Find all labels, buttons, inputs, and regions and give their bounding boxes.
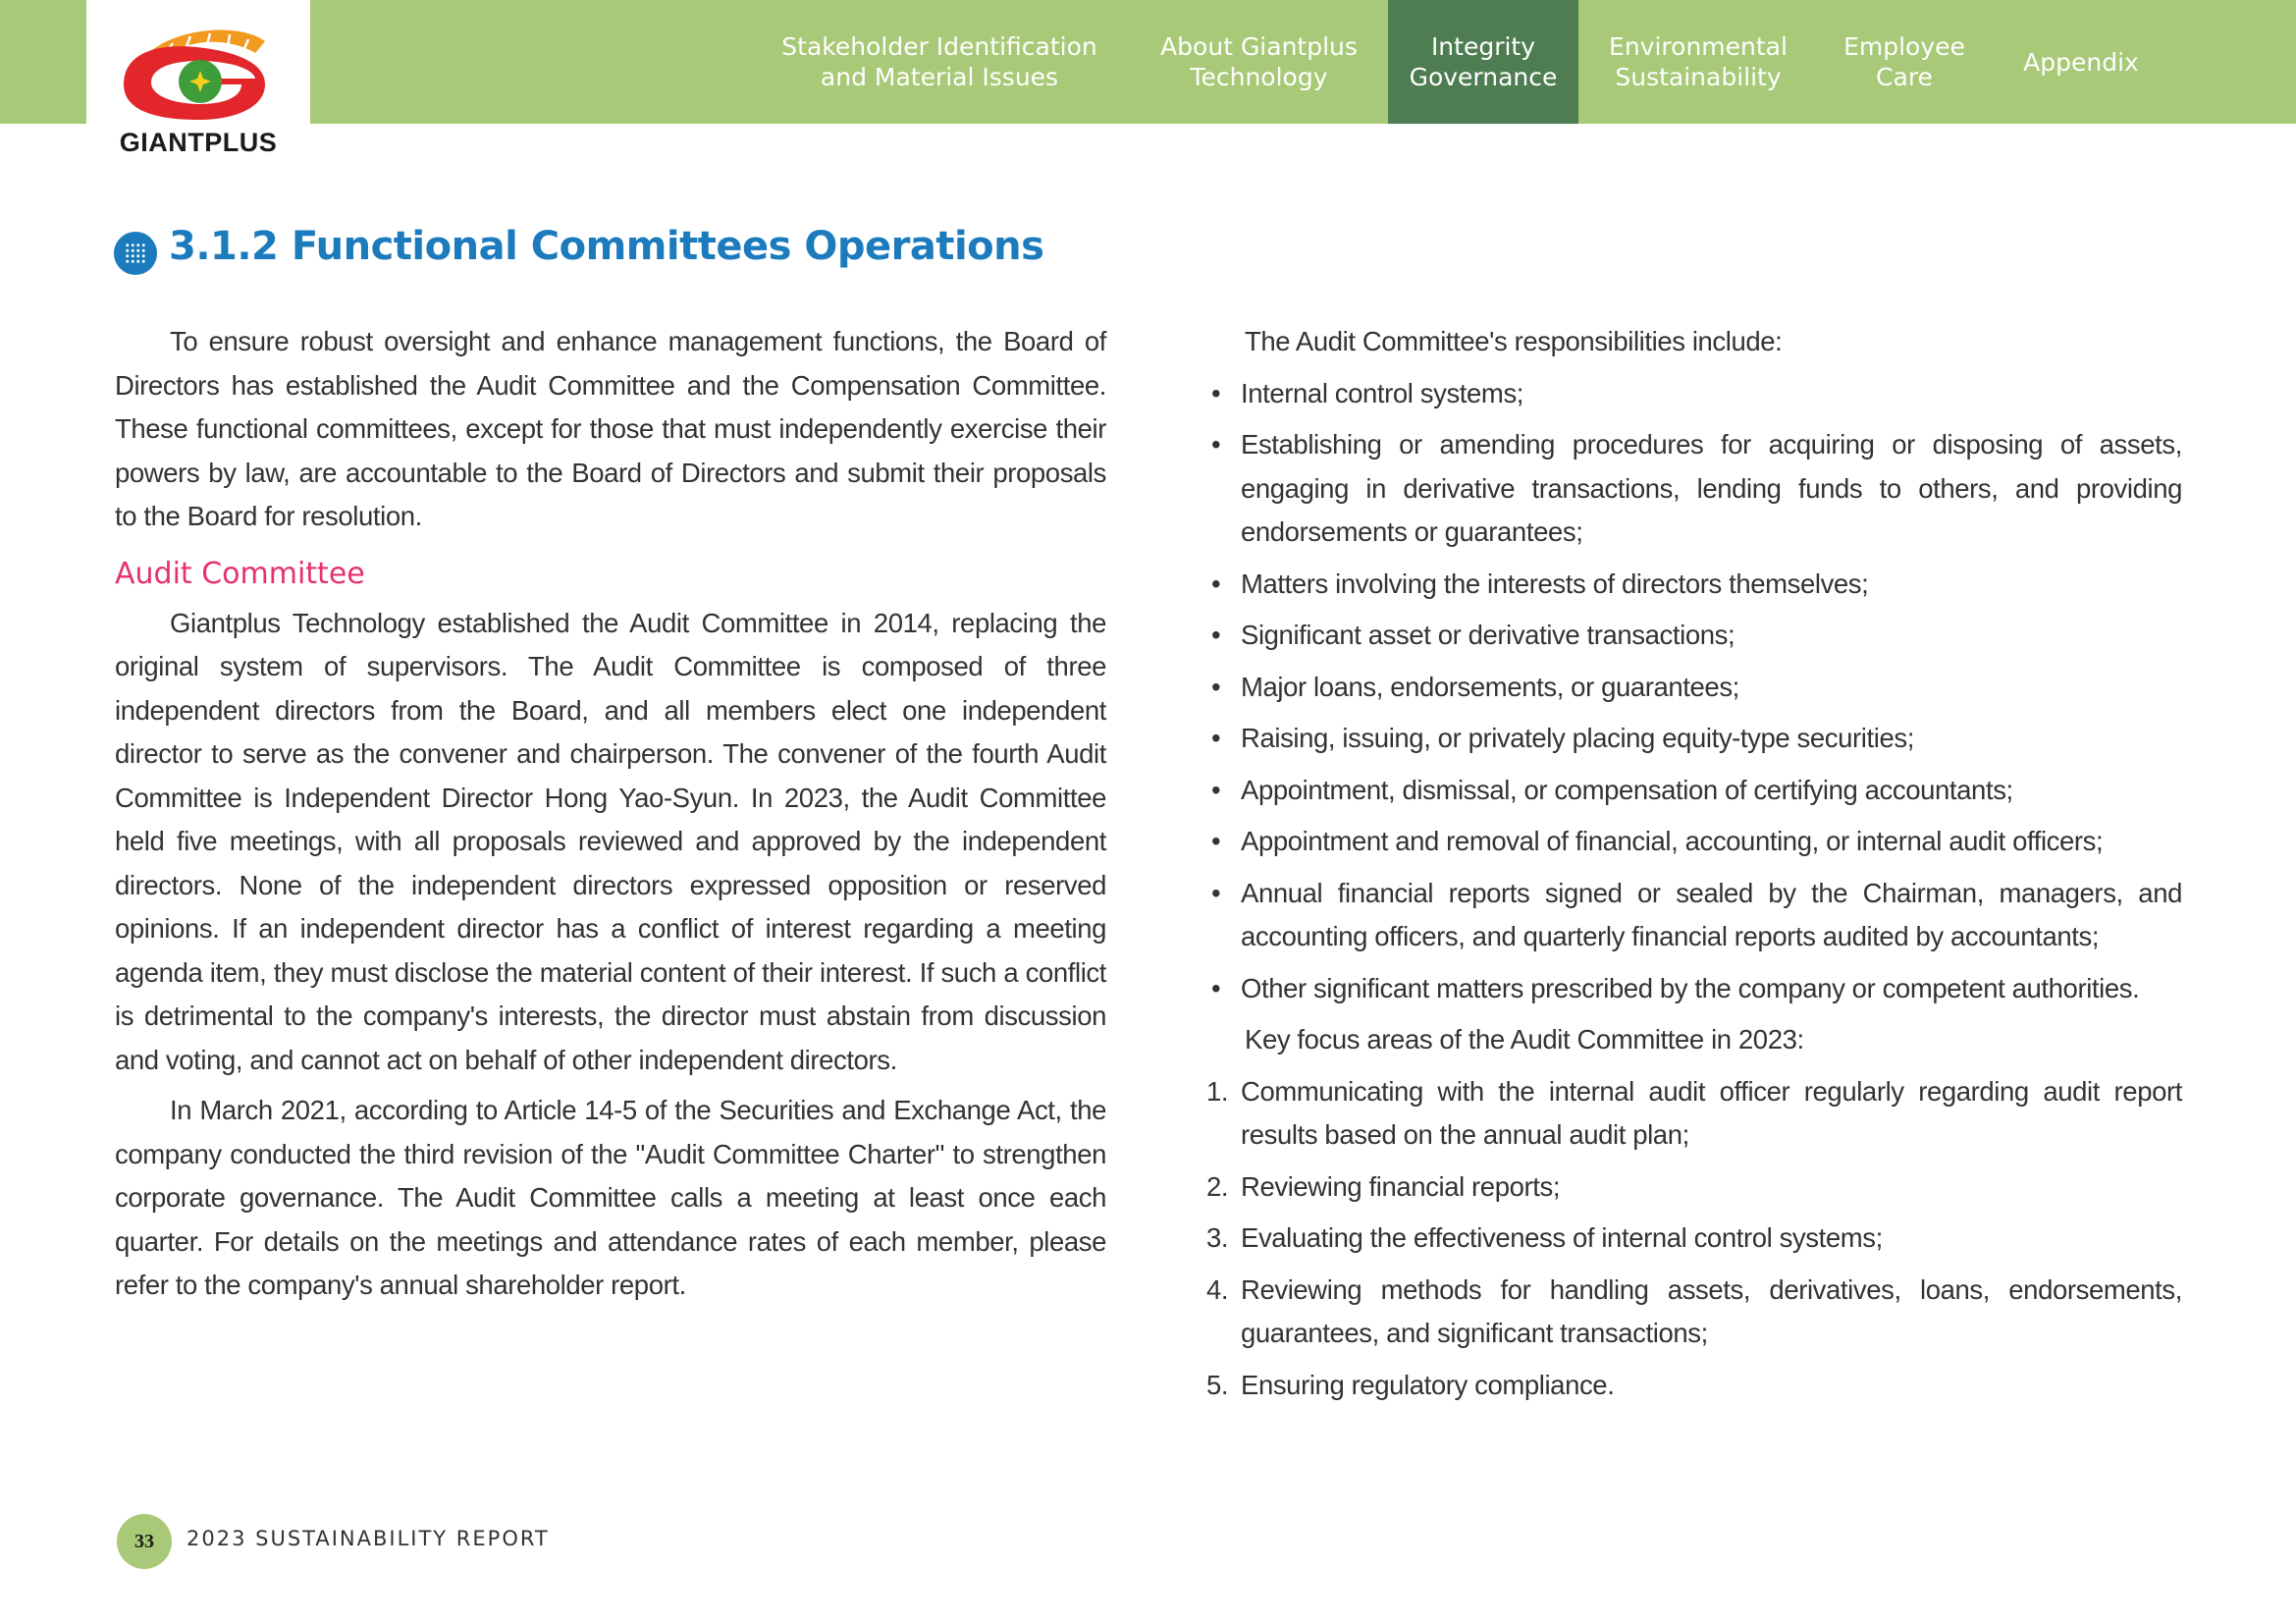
section-dotgrid-icon xyxy=(114,232,157,275)
list-item: 4. Reviewing methods for handling assets, derivatives, loans, endorsements, guarantees, and significant transactions; xyxy=(1207,1269,2182,1356)
responsibilities-intro: The Audit Committee's responsibilities include: xyxy=(1245,326,1783,356)
nav-label: and Material Issues xyxy=(820,63,1059,91)
list-item: • Appointment and removal of financial, accounting, or internal audit officers; xyxy=(1207,820,2182,864)
section-title: 3.1.2 Functional Committees Operations xyxy=(169,224,1044,269)
bullet-icon: • xyxy=(1211,671,1221,702)
charter-revision-paragraph: In March 2021, according to Article 14-5 of the Securities and Exchange Act, the company conducted the third revision of the "Audit Committee Charter" to strengthen corporate governance. The Audit Committee calls a meeting at least once each quarter. For details on the meetings and attendance rates of each member, please refer to the company's annual shareholder report. xyxy=(115,1095,1106,1300)
focus-list xyxy=(1207,1070,2182,1408)
audit-committee-paragraph: Giantplus Technology established the Audit Committee in 2014, replacing the original system of supervisors. The Audit Committee is composed of three independent directors from the Board, and all members elect one independent director to serve as the convener and chairperson. The convener of the fourth Audit Committee is Independent Director Hong Yao-Syun. In 2023, the Audit Committee held five meetings, with all proposals reviewed and approved by the independent directors. None of the independent directors expressed opposition or reserved opinions. If an independent director has a conflict of interest regarding a meeting agenda item, they must disclose the material content of their interest. If such a conflict is detrimental to the company's interests, the director must abstain from discussion and voting, and cannot act on behalf of other independent directors. xyxy=(115,607,1106,1075)
nav-label: Integrity xyxy=(1430,32,1536,61)
list-item: • Significant asset or derivative transactions; xyxy=(1207,614,2182,658)
bullet-icon: • xyxy=(1211,568,1221,599)
intro-paragraph: To ensure robust oversight and enhance management functions, the Board of Directors has established the Audit Committee and the Compensation Committee. These functional committees, except for those that must independently exercise their powers by law, are accountable to the Board of Directors and submit their proposals to the Board for resolution. xyxy=(115,326,1106,531)
bullet-icon: • xyxy=(1211,826,1221,856)
nav-tab-stakeholder[interactable] xyxy=(773,0,1106,124)
list-item: 3. Evaluating the effectiveness of internal control systems; xyxy=(1207,1217,2182,1261)
list-item: • Raising, issuing, or privately placing equity-type securities; xyxy=(1207,717,2182,761)
right-column xyxy=(1207,320,2182,1407)
list-number: 5. xyxy=(1206,1369,1229,1400)
nav-label: Sustainability xyxy=(1615,63,1782,91)
nav-tab-environmental[interactable] xyxy=(1595,0,1801,124)
list-item: • Major loans, endorsements, or guarantees; xyxy=(1207,666,2182,710)
nav-label: Care xyxy=(1876,63,1933,91)
nav-label: Technology xyxy=(1190,63,1328,91)
left-column xyxy=(115,320,1106,1308)
list-number: 3. xyxy=(1206,1222,1229,1253)
bullet-icon: • xyxy=(1211,377,1221,408)
nav-tab-integrity-governance[interactable] xyxy=(1388,0,1578,124)
focus-intro: Key focus areas of the Audit Committee in 2023: xyxy=(1245,1024,1804,1055)
list-item: • Matters involving the interests of directors themselves; xyxy=(1207,563,2182,607)
nav-label: Employee xyxy=(1843,32,1965,61)
nav-label: Appendix xyxy=(2023,47,2139,77)
bullet-icon: • xyxy=(1211,972,1221,1003)
nav-label: Governance xyxy=(1409,63,1558,91)
list-item: • Internal control systems; xyxy=(1207,372,2182,416)
list-item: • Other significant matters prescribed by the company or competent authorities. xyxy=(1207,967,2182,1011)
list-item: • Annual financial reports signed or sealed by the Chairman, managers, and accounting officers, and quarterly financial reports audited by accountants; xyxy=(1207,872,2182,959)
list-item: 2. Reviewing financial reports; xyxy=(1207,1165,2182,1210)
responsibilities-list xyxy=(1207,372,2182,1011)
nav-tab-employee-care[interactable] xyxy=(1826,0,1983,124)
logo[interactable] xyxy=(86,0,310,163)
bullet-icon: • xyxy=(1211,877,1221,908)
bullet-icon: • xyxy=(1211,774,1221,805)
list-item: • Appointment, dismissal, or compensation of certifying accountants; xyxy=(1207,769,2182,813)
list-item: • Establishing or amending procedures for acquiring or disposing of assets, engaging in derivative transactions, lending funds to others, and providing endorsements or guarantees; xyxy=(1207,423,2182,555)
nav-label: Environmental xyxy=(1609,32,1788,61)
nav-tab-about[interactable] xyxy=(1144,0,1374,124)
page-number: 33 xyxy=(117,1514,172,1569)
report-title: 2023 SUSTAINABILITY REPORT xyxy=(187,1527,550,1550)
nav-label: Stakeholder Identification xyxy=(781,32,1097,61)
list-item: 1. Communicating with the internal audit officer regularly regarding audit report results based on the annual audit plan; xyxy=(1207,1070,2182,1158)
logo-wordmark: GIANTPLUS xyxy=(119,128,278,157)
nav-label: About Giantplus xyxy=(1160,32,1358,61)
bullet-icon: • xyxy=(1211,620,1221,650)
list-number: 1. xyxy=(1206,1075,1229,1107)
bullet-icon: • xyxy=(1211,429,1221,460)
bullet-icon: • xyxy=(1211,723,1221,753)
list-number: 4. xyxy=(1206,1273,1229,1305)
audit-committee-heading: Audit Committee xyxy=(115,556,365,591)
list-item: 5. Ensuring regulatory compliance. xyxy=(1207,1364,2182,1408)
giantplus-logo-icon xyxy=(118,24,279,122)
list-number: 2. xyxy=(1206,1170,1229,1202)
nav-tab-appendix[interactable] xyxy=(2007,0,2155,124)
